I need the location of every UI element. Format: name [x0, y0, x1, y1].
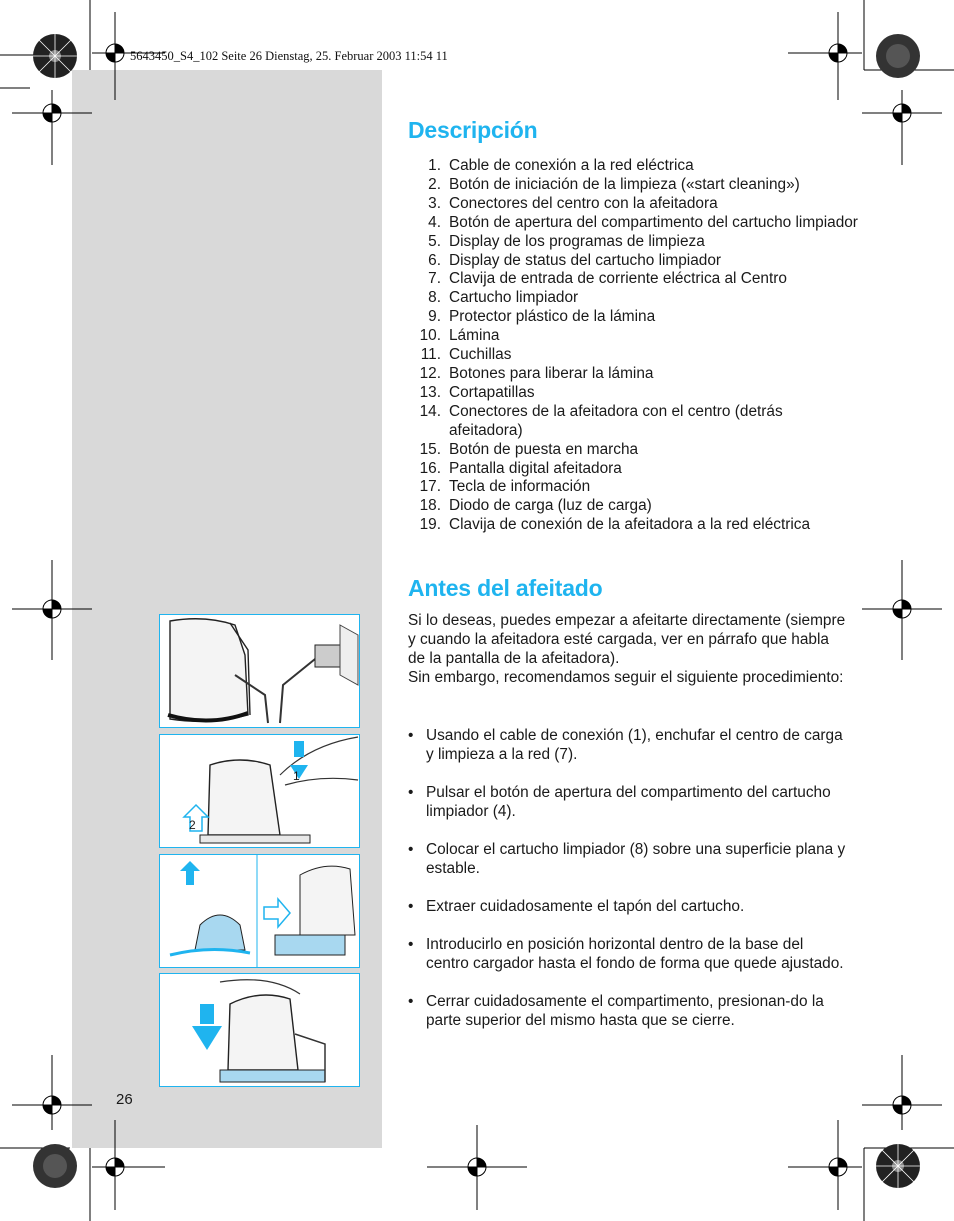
description-list-item	[408, 214, 858, 233]
item-text: Display de los programas de limpieza	[449, 232, 705, 250]
item-number: 15.	[419, 440, 441, 458]
step-label-1: 1	[293, 769, 300, 783]
description-list-item	[408, 289, 858, 308]
item-number: 14.	[419, 402, 441, 420]
item-number: 3.	[428, 194, 441, 212]
item-number: 6.	[428, 251, 441, 269]
description-list-item	[408, 327, 858, 346]
step-list-item	[408, 897, 848, 916]
item-number: 2.	[428, 175, 441, 193]
item-number: 11.	[420, 346, 441, 364]
item-number: 18.	[419, 497, 441, 515]
item-text: Clavija de conexión de la afeitadora a la red eléctrica	[449, 516, 811, 534]
bullet-icon: •	[408, 841, 414, 858]
item-number: 13.	[419, 383, 441, 401]
before-shaving-title: Antes del afeitado	[408, 575, 603, 601]
figure-close-compartment	[159, 973, 360, 1087]
intro-paragraph-2: Sin embargo, recomendamos seguir el siguiente procedimiento:	[408, 669, 844, 686]
item-text: Cable de conexión a la red eléctrica	[449, 157, 694, 174]
item-text: Clavija de entrada de corriente eléctrica al Centro	[449, 270, 787, 288]
item-number: 7.	[428, 270, 441, 288]
item-number: 12.	[419, 364, 441, 382]
item-text: Tecla de información	[449, 478, 591, 496]
item-number: 16.	[419, 459, 441, 477]
step-text: Pulsar el botón de apertura del compartimento del cartucho limpiador (4).	[426, 784, 831, 820]
description-list-item	[408, 365, 858, 384]
description-title: Descripción	[408, 117, 538, 143]
item-number: 4.	[428, 213, 441, 231]
description-list-item	[408, 441, 858, 460]
item-number: 19.	[419, 516, 441, 534]
description-list-item	[408, 157, 858, 176]
item-text: Conectores de la afeitadora con el centro (detrás afeitadora)	[449, 402, 783, 439]
item-text: Cartucho limpiador	[449, 289, 579, 307]
figure-plug-in-cable	[159, 614, 360, 728]
intro-paragraph-1: Si lo deseas, puedes empezar a afeitarte directamente (siempre y cuando la afeitadora esté cargada, ver en párrafo que habla de la pantalla de la afeitadora).	[408, 612, 846, 667]
item-text: Protector plástico de la lámina	[449, 308, 656, 326]
item-text: Botón de puesta en marcha	[449, 440, 639, 458]
item-number: 1.	[428, 157, 441, 174]
item-number: 17.	[419, 478, 441, 496]
description-list-item	[408, 176, 858, 195]
step-list-item	[408, 726, 848, 764]
figure-insert-cartridge	[159, 854, 360, 968]
step-list-item	[408, 783, 848, 821]
item-text: Pantalla digital afeitadora	[449, 459, 622, 477]
figure-open-compartment	[159, 734, 360, 848]
item-text: Botón de apertura del compartimento del cartucho limpiador	[449, 213, 858, 231]
step-label-2: 2	[189, 818, 196, 832]
bullet-icon: •	[408, 727, 414, 744]
description-list-item	[408, 270, 858, 289]
bullet-icon: •	[408, 993, 414, 1010]
description-list-item	[408, 252, 858, 271]
item-text: Cuchillas	[449, 346, 512, 364]
item-text: Diodo de carga (luz de carga)	[449, 497, 652, 515]
step-text: Cerrar cuidadosamente el compartimento, presionan-do la parte superior del mismo hasta que se cierre.	[426, 993, 824, 1029]
item-number: 8.	[428, 289, 441, 307]
print-header: 5643450_S4_102 Seite 26 Dienstag, 25. Februar 2003 11:54 11	[130, 49, 448, 63]
bullet-icon: •	[408, 936, 414, 953]
item-text: Cortapatillas	[449, 383, 535, 401]
bullet-icon: •	[408, 898, 414, 915]
item-number: 10.	[419, 327, 441, 345]
before-shaving-intro	[408, 611, 848, 687]
description-list-item	[408, 346, 858, 365]
step-list-item	[408, 935, 848, 973]
step-text: Usando el cable de conexión (1), enchufar el centro de carga y limpieza a la red (7).	[426, 727, 843, 763]
page-number: 26	[116, 1091, 133, 1108]
description-list-item	[408, 460, 858, 479]
item-number: 9.	[428, 308, 441, 326]
description-list-item	[408, 308, 858, 327]
description-parts-list	[408, 157, 858, 535]
step-text: Extraer cuidadosamente el tapón del cartucho.	[426, 898, 745, 915]
description-list-item	[408, 384, 858, 403]
item-text: Botones para liberar la lámina	[449, 364, 654, 382]
step-text: Colocar el cartucho limpiador (8) sobre una superficie plana y estable.	[426, 841, 846, 877]
description-list-item	[408, 478, 858, 497]
step-list-item	[408, 840, 848, 878]
item-text: Display de status del cartucho limpiador	[449, 251, 722, 269]
description-list-item	[408, 233, 858, 252]
step-list-item	[408, 992, 848, 1030]
bullet-icon: •	[408, 784, 414, 801]
item-text: Lámina	[449, 327, 500, 345]
item-text: Conectores del centro con la afeitadora	[449, 194, 718, 212]
description-list-item	[408, 403, 858, 441]
description-list-item	[408, 195, 858, 214]
description-list-item	[408, 497, 858, 516]
before-shaving-steps	[408, 726, 848, 1049]
description-list-item	[408, 516, 858, 535]
step-text: Introducirlo en posición horizontal dentro de la base del centro cargador hasta el fondo de forma que quede ajustado.	[426, 936, 844, 972]
item-text: Botón de iniciación de la limpieza («start cleaning»)	[449, 175, 800, 193]
item-number: 5.	[428, 232, 441, 250]
